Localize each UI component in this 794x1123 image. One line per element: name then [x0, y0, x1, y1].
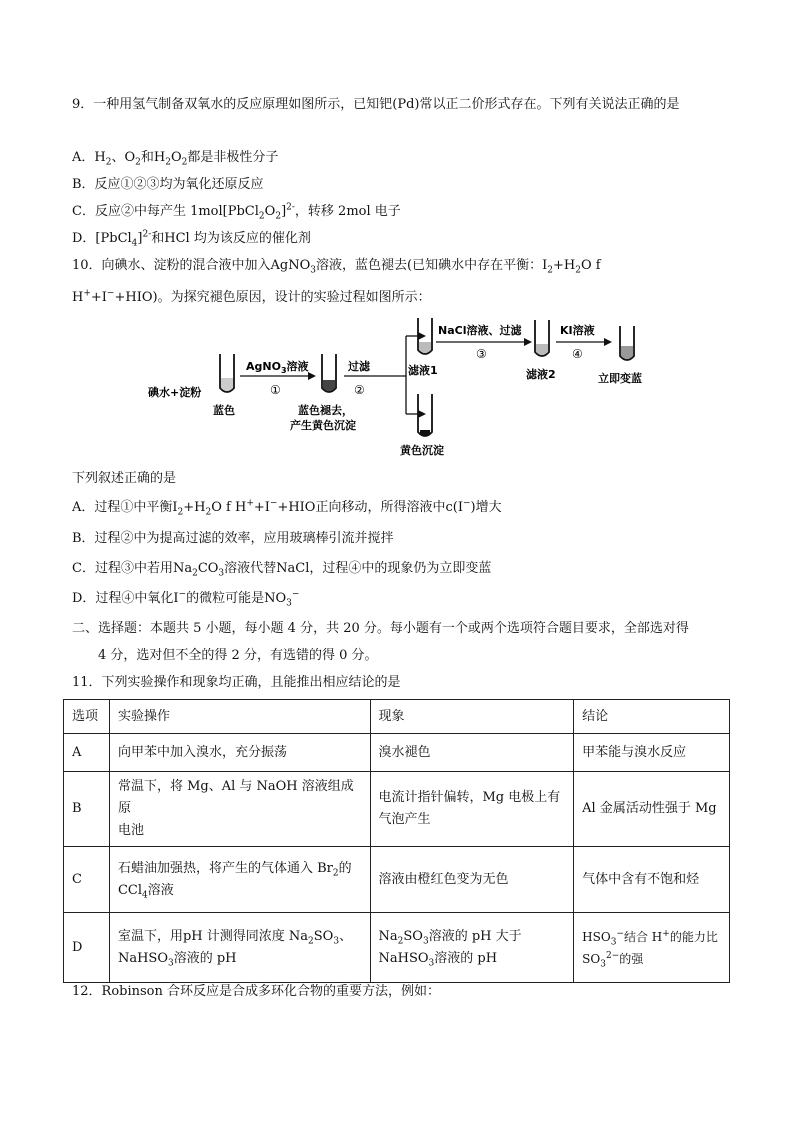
q11-table	[63, 699, 730, 983]
precipitate-label: 黄色沉淀	[400, 444, 444, 457]
experiment-diagram	[140, 316, 660, 466]
start-label: 碘水+淀粉	[148, 386, 202, 399]
table-cell: C	[64, 847, 110, 913]
arrow2-label: 过滤	[348, 360, 370, 373]
q9-option-a: A．$H_2$、$O_2$和$H_2O_2$都是非极性分子	[72, 150, 279, 168]
arrow3-label: NaCl溶液、过滤	[438, 324, 522, 337]
table-cell: D	[64, 913, 110, 983]
table-cell: $Na_2SO_3$溶液的 pH 大于 NaHSO$_3$溶液的 pH	[370, 913, 574, 983]
q10-option-c: C．过程③中若用$Na_2CO_3$溶液代替NaCl，过程④中的现象仍为立即变蓝	[72, 561, 492, 579]
table-cell: $HSO_3^-$结合 H+的能力比 $SO_3^{2-}$的强	[574, 913, 730, 983]
final-label: 立即变蓝	[598, 372, 642, 385]
tube2-label-1: 蓝色褪去，	[298, 404, 353, 417]
table-row	[64, 847, 730, 913]
header-cell: 现象	[370, 700, 574, 734]
filtrate2-label: 滤液2	[526, 368, 556, 381]
table-cell: 常温下，将 Mg、Al 与 NaOH 溶液组成原 电池	[109, 772, 370, 847]
q10-option-b: B．过程②中为提高过滤的效率，应用玻璃棒引流并搅拌	[72, 531, 394, 546]
q11-stem: 11．下列实验操作和现象均正确，且能推出相应结论的是	[72, 675, 401, 690]
q10-ask: 下列叙述正确的是	[72, 471, 177, 486]
arrow1-num: ①	[270, 383, 281, 397]
arrow4-num: ④	[572, 347, 583, 361]
table-cell: 气体中含有不饱和烃	[574, 847, 730, 913]
table-row	[64, 772, 730, 847]
table-row	[64, 913, 730, 983]
table-cell: 电流计指针偏转，Mg 电极上有 气泡产生	[370, 772, 574, 847]
test-tube-1	[220, 354, 234, 392]
header-cell: 实验操作	[109, 700, 370, 734]
arrow2-num: ②	[354, 383, 365, 397]
q10-option-d: D．过程④中氧化I−的微粒可能是$NO_3^-$	[72, 589, 300, 609]
arrow4-label: KI溶液	[560, 324, 595, 337]
test-tube-filtrate-2	[535, 320, 549, 356]
table-cell: 溴水褪色	[370, 734, 574, 772]
q10-option-a: A．过程①中平衡$I_2+H_2O$ f H++I−+HIO正向移动，所得溶液中c(I−)增大	[72, 498, 502, 518]
section2-line1: 二、选择题：本题共 5 小题，每小题 4 分，共 20 分。每小题有一个或两个选项符合题目要求，全部选对得	[72, 621, 689, 636]
tube2-label-2: 产生黄色沉淀	[290, 419, 356, 432]
section2-line2: 4 分，选对但不全的得 2 分，有选错的得 0 分。	[98, 648, 378, 663]
test-tube-final	[620, 326, 634, 360]
test-tube-2	[322, 354, 336, 392]
table-cell: Al 金属活动性强于 Mg	[574, 772, 730, 847]
arrow3-num: ③	[476, 347, 487, 361]
table-cell: 向甲苯中加入溴水，充分振荡	[109, 734, 370, 772]
arrow1-label: AgNO$_3$溶液	[246, 360, 309, 375]
table-cell: A	[64, 734, 110, 772]
q9-option-c: C．反应②中每产生 $1mol[PbCl_2O_2]^{2-}$，转移 2mol 电子	[72, 202, 401, 222]
header-cell: 选项	[64, 700, 110, 734]
q10-stem-line2: H++I−+HIO)。为探究褪色原因，设计的实验过程如图所示：	[72, 288, 431, 305]
header-cell: 结论	[574, 700, 730, 734]
q9-option-d: D．[PbCl$_4$]$^{2-}$和HCl 均为该反应的催化剂	[72, 229, 311, 249]
table-header-row	[64, 700, 730, 734]
q9-option-b: B．反应①②③均为氧化还原反应	[72, 177, 264, 192]
tube1-label: 蓝色	[213, 404, 235, 417]
table-cell: 甲苯能与溴水反应	[574, 734, 730, 772]
table-cell: 石蜡油加强热，将产生的气体通入 $Br_2$的 CCl$_4$溶液	[109, 847, 370, 913]
table-row	[64, 734, 730, 772]
table-cell: 室温下，用pH 计测得同浓度 $Na_2SO_3$、 NaHSO$_3$溶液的 pH	[109, 913, 370, 983]
filtrate1-label: 滤液1	[408, 364, 438, 377]
q12-stem: 12．Robinson 合环反应是合成多环化合物的重要方法，例如：	[72, 984, 441, 999]
table-cell: B	[64, 772, 110, 847]
q9-stem: 9．一种用氢气制备双氧水的反应原理如图所示，已知钯(Pd)常以正二价形式存在。下列有关说法正确的是	[72, 97, 680, 112]
q10-stem-line1: 10．向碘水、淀粉的混合液中加入AgNO$_3$溶液，蓝色褪去(已知碘水中存在平衡：$I_2+H_2O$ f	[72, 258, 601, 276]
table-cell: 溶液由橙红色变为无色	[370, 847, 574, 913]
